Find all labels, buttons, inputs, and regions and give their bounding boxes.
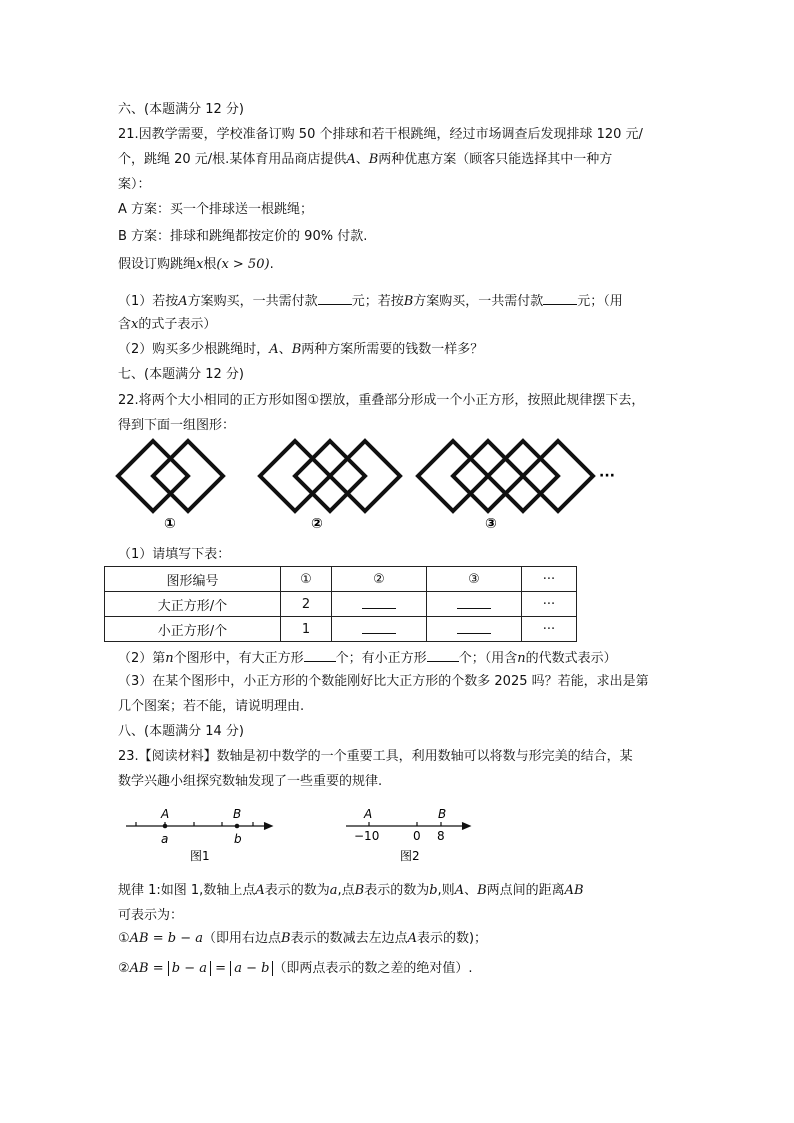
- rule-1-var-b: B: [281, 931, 291, 946]
- q21-separator: 、: [355, 152, 369, 167]
- p2-text-e: 的代数式表示）: [525, 651, 617, 666]
- rule-2-lhs: AB =: [129, 961, 164, 976]
- p2-text-b: 两种方案所需要的钱数一样多？: [301, 342, 484, 357]
- table-cell-blank[interactable]: [427, 617, 522, 642]
- figure-3-label: ③: [485, 516, 497, 532]
- rule-var-a: A: [255, 883, 265, 898]
- rule-var-ab: AB: [564, 883, 584, 898]
- answer-blank[interactable]: [362, 596, 396, 609]
- q21-text: 个，跳绳 20 元/根.某体育用品商店提供: [118, 152, 347, 167]
- section-7-header: 七、(本题满分 12 分): [118, 367, 244, 382]
- point-a-dot: [163, 824, 168, 829]
- q22-part-3-line-2: 几个图案；若不能，请说明理由.: [118, 699, 305, 714]
- section-8-header: 八、(本题满分 14 分): [118, 724, 244, 739]
- point-b-dot: [235, 824, 240, 829]
- fig2-label-b: B: [438, 807, 447, 821]
- rule-2-eq: =: [215, 961, 227, 976]
- rule-1-text-c: 表示的数)；: [416, 931, 488, 946]
- table-cell: ①: [281, 567, 332, 592]
- fig2-value-a: −10: [354, 829, 380, 843]
- p2-var-b: B: [291, 342, 302, 357]
- p1-line2-x: x: [131, 317, 139, 332]
- p2-text-a: （2）第: [118, 651, 166, 666]
- p1-text-d: 方案购买，一共需付款: [413, 294, 544, 309]
- rule-2: [118, 960, 473, 978]
- assume-period: .: [269, 257, 274, 272]
- p1-var-a: A: [178, 294, 188, 309]
- rule-line-2: 可表示为：: [118, 908, 184, 923]
- table-cell-blank[interactable]: [332, 617, 427, 642]
- p1-var-b: B: [403, 294, 414, 309]
- figure-2-squares: [260, 441, 400, 511]
- rule-val-a: a: [329, 883, 338, 898]
- p1-text-c: 元；若按: [351, 294, 404, 309]
- fig2-value-zero: 0: [413, 829, 421, 843]
- q21-line-1: 21.因教学需要，学校准备订购 50 个排球和若干根跳绳，经过市场调查后发现排球 120 元/: [118, 127, 643, 142]
- rule-text-e: ,则: [437, 883, 455, 898]
- table-cell: 小正方形/个: [105, 617, 281, 642]
- rule-text-b: 表示的数为: [264, 883, 330, 898]
- p2-text-c: 个；有小正方形: [335, 651, 427, 666]
- squares-pattern-figure: [115, 436, 625, 540]
- figure-3-squares: [418, 441, 593, 511]
- rule-var-a2: A: [454, 883, 465, 898]
- rule-1: [118, 930, 487, 948]
- p1-line2-a: 含: [118, 317, 132, 332]
- rule-text-a: 规律 1:如图 1,数轴上点: [118, 883, 256, 898]
- assume-text-2: 根: [203, 257, 217, 272]
- assume-condition: (x > 50): [216, 257, 270, 272]
- q21-part-1: [118, 291, 623, 311]
- table-cell: 2: [281, 592, 332, 617]
- p2-var-a: A: [269, 342, 279, 357]
- table-row: [105, 567, 577, 592]
- rule-line-1: [118, 882, 584, 900]
- answer-blank[interactable]: [543, 291, 577, 305]
- q21-part-2: [118, 341, 483, 359]
- p2-var-n: n: [165, 651, 174, 666]
- table-cell: ···: [522, 617, 577, 642]
- p1-text-b: 方案购买，一共需付款: [187, 294, 318, 309]
- rule-var-b2: B: [477, 883, 487, 898]
- table-row: [105, 617, 577, 642]
- table-cell: 1: [281, 617, 332, 642]
- rule-1-text-b: 表示的数减去左边点: [290, 931, 408, 946]
- table-row: [105, 592, 577, 617]
- q21-line-2: [118, 151, 612, 169]
- q22-line-1: 22.将两个大小相同的正方形如图①摆放，重叠部分形成一个小正方形，按照此规律摆下去，: [118, 393, 645, 408]
- table-cell-blank[interactable]: [427, 592, 522, 617]
- plan-b: B 方案：排球和跳绳都按定价的 90% 付款.: [118, 229, 368, 244]
- fig1-label-a: A: [161, 807, 170, 821]
- fig1-value-a: a: [161, 832, 169, 846]
- rule-2-abs-2: a − b: [230, 961, 273, 976]
- q22-part-3-line-1: （3）在某个图形中，小正方形的个数能刚好比大正方形的个数多 2025 吗？若能，求出是第: [118, 674, 649, 689]
- rule-text-f: 两点间的距离: [486, 883, 565, 898]
- answer-blank[interactable]: [304, 648, 336, 662]
- answer-blank[interactable]: [362, 621, 396, 634]
- answer-blank[interactable]: [457, 621, 491, 634]
- rule-text-d: 表示的数为: [364, 883, 430, 898]
- q21-part-1-cont: [118, 316, 216, 334]
- figure-2-label: ②: [311, 516, 323, 532]
- p2-var-n2: n: [517, 651, 526, 666]
- rule-2-num: ②: [118, 961, 130, 976]
- assume-var-x: x: [196, 257, 204, 272]
- rule-1-var-a: A: [407, 931, 417, 946]
- fig1-caption: 图1: [190, 849, 210, 863]
- p1-line2-b: 的式子表示）: [138, 317, 217, 332]
- fig1-label-b: B: [233, 807, 242, 821]
- q23-line-1: 23.【阅读材料】数轴是初中数学的一个重要工具，利用数轴可以将数与形完美的结合，某: [118, 749, 633, 764]
- table-cell: 图形编号: [105, 567, 281, 592]
- rule-text-c: ,点: [337, 883, 355, 898]
- number-line-1: [126, 822, 272, 830]
- plan-a: A 方案：买一个排球送一根跳绳；: [118, 202, 314, 217]
- rule-2-abs-1: b − a: [168, 961, 211, 976]
- table-cell: ②: [332, 567, 427, 592]
- p2-text-a: （2）购买多少根跳绳时，: [118, 342, 270, 357]
- figure-1-label: ①: [164, 516, 176, 532]
- q21-line-3: 案）：: [118, 177, 151, 192]
- number-line-figures: [120, 802, 490, 872]
- section-6-header: 六、(本题满分 12 分): [118, 102, 244, 117]
- squares-table: [104, 566, 577, 642]
- p2-sep: 、: [278, 342, 292, 357]
- figure-continuation: ···: [599, 468, 615, 484]
- table-cell: ③: [427, 567, 522, 592]
- q22-part-2: [118, 648, 617, 668]
- rule-sep: 、: [464, 883, 478, 898]
- answer-blank[interactable]: [427, 648, 459, 662]
- answer-blank[interactable]: [318, 291, 352, 305]
- fig2-label-a: A: [364, 807, 373, 821]
- q21-plan-b-var: B: [368, 152, 379, 167]
- p2-text-b: 个图形中，有大正方形: [173, 651, 304, 666]
- p1-text-e: 元；（用: [577, 294, 623, 309]
- q22-part-1: （1）请填写下表：: [118, 547, 231, 562]
- table-cell: 大正方形/个: [105, 592, 281, 617]
- rule-1-expr: AB = b − a: [129, 931, 203, 946]
- q21-plan-a-var: A: [346, 152, 356, 167]
- rule-1-text-a: （即用右边点: [202, 931, 281, 946]
- fig1-value-b: b: [234, 832, 242, 846]
- rule-var-b: B: [354, 883, 365, 898]
- fig2-value-b: 8: [437, 829, 445, 843]
- assume-line: [118, 256, 274, 274]
- rule-2-text: （即两点表示的数之差的绝对值）.: [273, 961, 473, 976]
- rule-val-b: b: [429, 883, 438, 898]
- rule-1-num: ①: [118, 931, 130, 946]
- q23-line-2: 数学兴趣小组探究数轴发现了一些重要的规律.: [118, 774, 383, 789]
- fig2-caption: 图2: [400, 849, 420, 863]
- answer-blank[interactable]: [457, 596, 491, 609]
- figure-1-squares: [118, 441, 223, 511]
- p1-text-a: （1）若按: [118, 294, 179, 309]
- table-cell-blank[interactable]: [332, 592, 427, 617]
- table-cell: ···: [522, 592, 577, 617]
- table-cell: ···: [522, 567, 577, 592]
- assume-text: 假设订购跳绳: [118, 257, 197, 272]
- q21-text-end: 两种优惠方案（顾客只能选择其中一种方: [378, 152, 613, 167]
- q22-line-2: 得到下面一组图形：: [118, 418, 236, 433]
- p2-text-d: 个；（用含: [458, 651, 518, 666]
